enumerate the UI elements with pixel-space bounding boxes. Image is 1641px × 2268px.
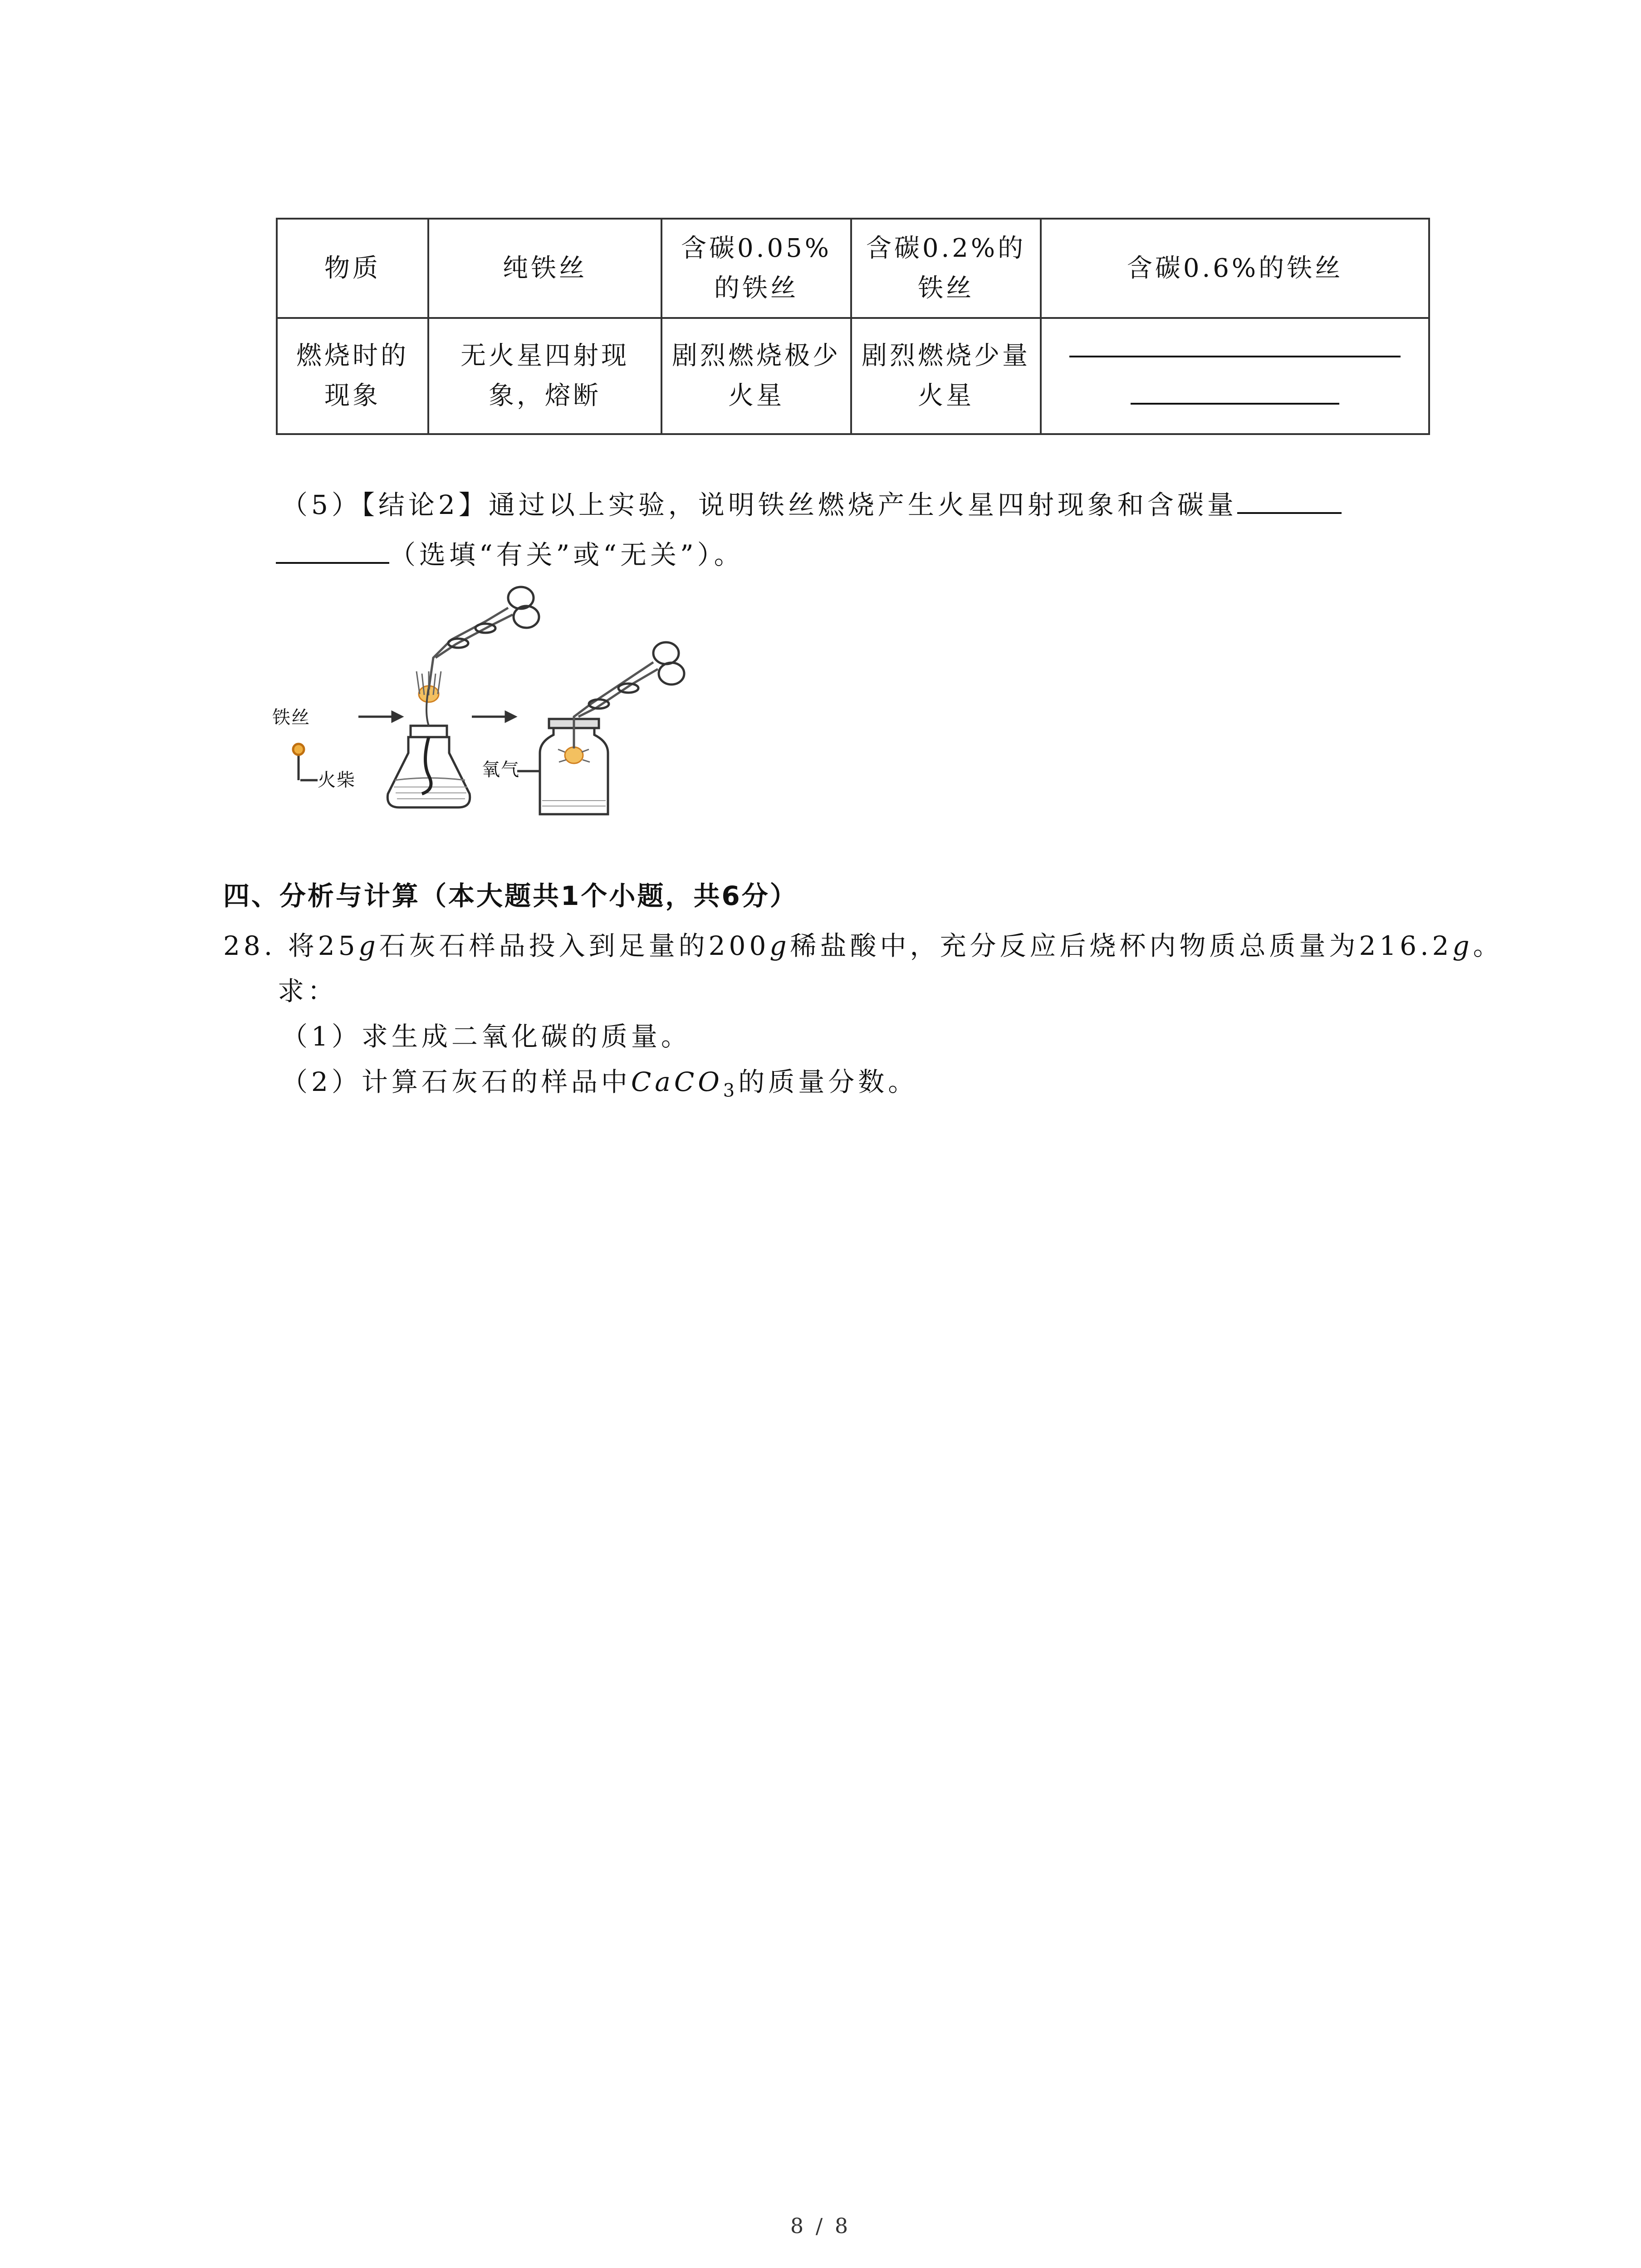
question-5-line1	[281, 484, 1342, 525]
table-cell: 纯铁丝	[428, 219, 661, 318]
table-header-row	[277, 219, 1429, 318]
question-28-line2: 求：	[278, 976, 338, 1007]
question-number: 28.	[223, 930, 276, 961]
table-cell: 燃烧时的现象	[277, 318, 428, 434]
table-cell: 无火星四射现象，熔断	[428, 318, 661, 434]
question-text: 。	[1473, 930, 1503, 961]
chemical-formula: CaCO	[631, 1066, 723, 1097]
formula-subscript: 3	[723, 1080, 739, 1101]
table-cell: 剧烈燃烧少量火星	[851, 318, 1041, 434]
experiment-table	[276, 218, 1430, 435]
unit-g: g	[358, 930, 379, 961]
iron-wire-experiment-figure	[272, 581, 690, 835]
table-cell: 物质	[277, 219, 428, 318]
question-text: （2）计算石灰石的样品中	[281, 1066, 631, 1097]
table-cell: 含碳0.6%的铁丝	[1041, 219, 1429, 318]
answer-blank-line[interactable]	[1069, 356, 1401, 357]
question-text: 石灰石样品投入到足量的200	[379, 930, 770, 961]
label-match: 火柴	[318, 770, 356, 791]
answer-blank-cell[interactable]	[1041, 318, 1429, 434]
unit-g: g	[1452, 930, 1473, 961]
experiment-diagram	[272, 581, 690, 835]
table-cell: 含碳0.2%的铁丝	[851, 219, 1041, 318]
table-cell: 剧烈燃烧极少火星	[661, 318, 851, 434]
question-28-sub1: （1）求生成二氧化碳的质量。	[281, 1021, 691, 1052]
question-5-line2	[276, 534, 744, 575]
table-cell: 含碳0.05%的铁丝	[661, 219, 851, 318]
question-28-sub2	[281, 1061, 918, 1111]
question-number: （5）	[281, 489, 362, 520]
page-number: 8 / 8	[790, 2214, 851, 2238]
section-heading: 四、分析与计算（本大题共1个小题，共6分）	[223, 880, 798, 911]
label-iron-wire: 铁丝	[272, 707, 310, 728]
label-oxygen: 氧气	[482, 759, 520, 780]
table-row	[277, 318, 1429, 434]
question-28-line1	[223, 925, 1503, 966]
conclusion-tag: 【结论2】	[361, 489, 489, 520]
unit-g: g	[769, 930, 790, 961]
question-text: （选填“有关”或“无关”）。	[389, 539, 744, 570]
answer-blank[interactable]	[1237, 486, 1342, 514]
answer-blank[interactable]	[276, 536, 389, 564]
question-text: 通过以上实验，说明铁丝燃烧产生火星四射现象和含碳量	[488, 489, 1237, 520]
question-text: 稀盐酸中，充分反应后烧杯内物质总质量为216.2	[790, 930, 1453, 961]
answer-blank-line[interactable]	[1131, 403, 1339, 405]
question-text: 将25	[288, 930, 359, 961]
question-text: 的质量分数。	[738, 1066, 918, 1097]
